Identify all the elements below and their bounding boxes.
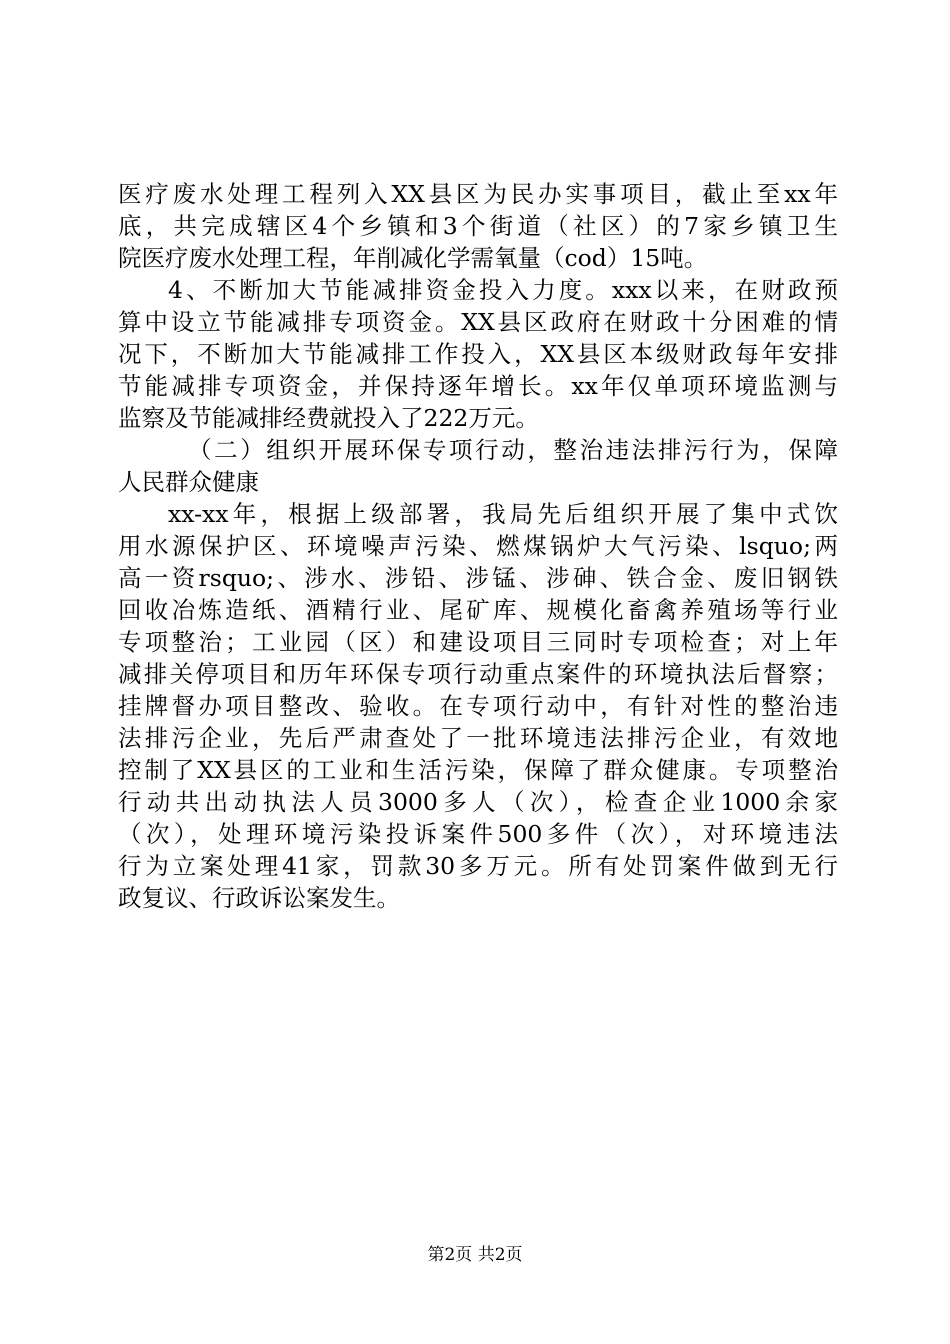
body-text-line: 医疗废水处理工程列入XX县区为民办实事项目，截止至xx年 bbox=[118, 180, 838, 208]
body-text-line: 用水源保护区、环境噪声污染、燃煤锅炉大气污染、lsquo;两 bbox=[118, 532, 838, 560]
body-text-line: 减排关停项目和历年环保专项行动重点案件的环境执法后督察； bbox=[118, 660, 838, 688]
body-text-line: xx-xx年，根据上级部署，我局先后组织开展了集中式饮 bbox=[168, 500, 838, 528]
body-text-line: 底，共完成辖区4个乡镇和3个街道（社区）的7家乡镇卫生 bbox=[118, 212, 838, 240]
body-text-line: 节能减排专项资金，并保持逐年增长。xx年仅单项环境监测与 bbox=[118, 372, 838, 400]
body-text-line: 况下，不断加大节能减排工作投入，XX县区本级财政每年安排 bbox=[118, 340, 838, 368]
body-text-line: 法排污企业，先后严肃查处了一批环境违法排污企业，有效地 bbox=[118, 724, 838, 752]
section-heading-line: （二）组织开展环保专项行动，整治违法排污行为，保障 bbox=[188, 436, 838, 464]
body-text-line: 专项整治；工业园（区）和建设项目三同时专项检查；对上年 bbox=[118, 628, 838, 656]
paragraph-heading-line: 4、不断加大节能减排资金投入力度。xxx以来，在财政预 bbox=[168, 276, 838, 304]
body-text-line: 监察及节能减排经费就投入了222万元。 bbox=[118, 404, 539, 432]
page-number-footer: 第2页 共2页 bbox=[427, 1245, 523, 1265]
body-text-line: 行动共出动执法人员3000多人（次），检查企业1000余家 bbox=[118, 788, 838, 816]
body-text-line: （次），处理环境污染投诉案件500多件（次），对环境违法 bbox=[118, 820, 838, 848]
body-text-line: 高一资rsquo;、涉水、涉铅、涉锰、涉砷、铁合金、废旧钢铁 bbox=[118, 564, 838, 592]
body-text-line: 控制了XX县区的工业和生活污染，保障了群众健康。专项整治 bbox=[118, 756, 838, 784]
body-text-line: 算中设立节能减排专项资金。XX县区政府在财政十分困难的情 bbox=[118, 308, 838, 336]
body-text-line: 政复议、行政诉讼案发生。 bbox=[118, 884, 400, 912]
body-text-line: 行为立案处理41家，罚款30多万元。所有处罚案件做到无行 bbox=[118, 852, 838, 880]
section-heading-line: 人民群众健康 bbox=[118, 468, 259, 496]
body-text-line: 挂牌督办项目整改、验收。在专项行动中，有针对性的整治违 bbox=[118, 692, 838, 720]
body-text-line: 院医疗废水处理工程，年削减化学需氧量（cod）15吨。 bbox=[118, 244, 708, 272]
body-text-line: 回收冶炼造纸、酒精行业、尾矿库、规模化畜禽养殖场等行业 bbox=[118, 596, 838, 624]
